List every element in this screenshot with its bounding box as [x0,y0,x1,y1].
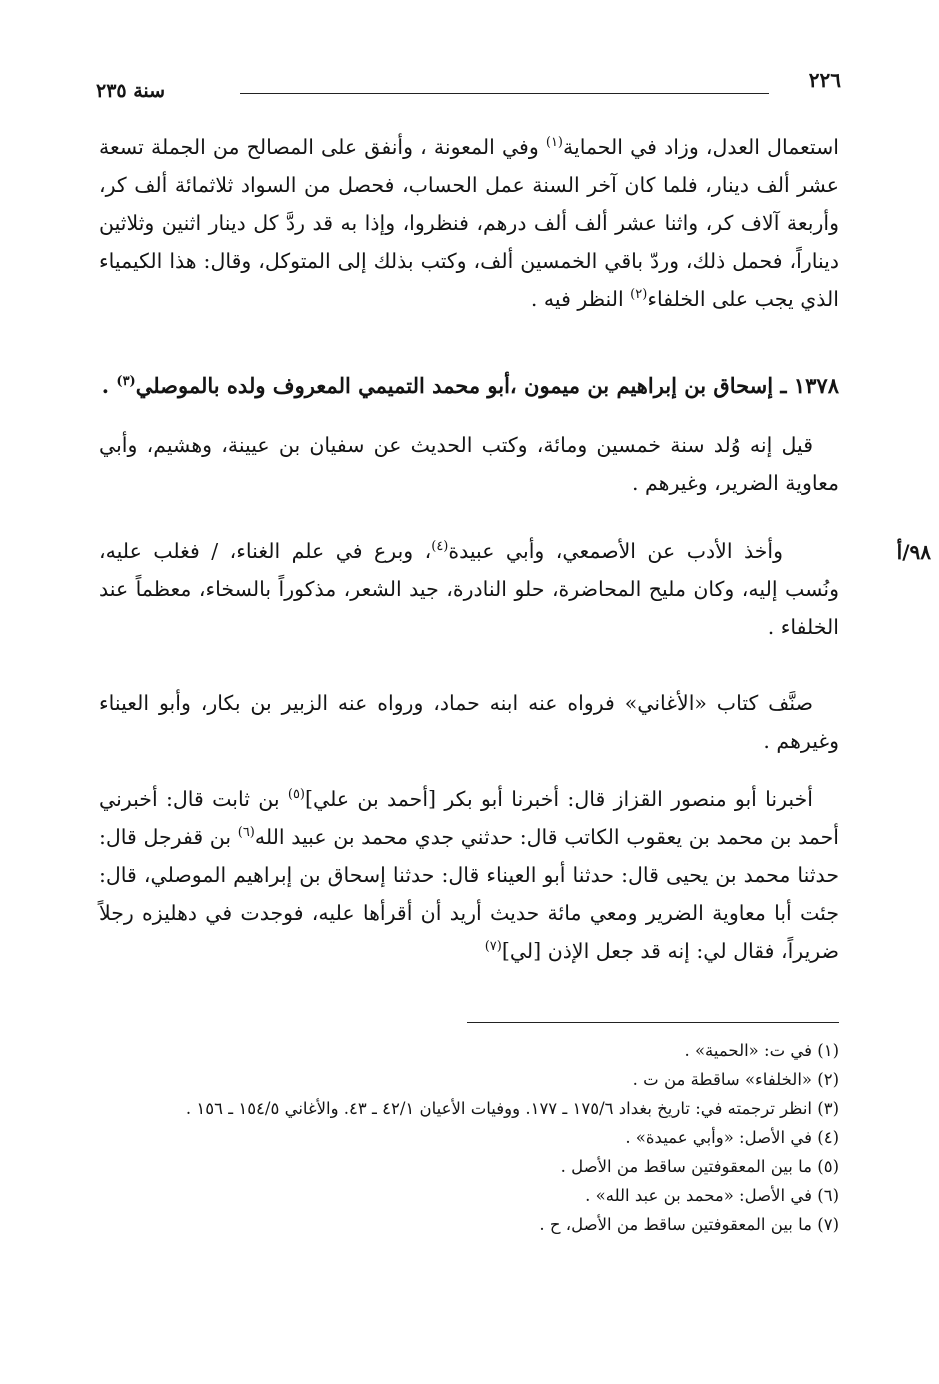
footnote-ref-3: (٣) [116,374,136,389]
paragraph-1 [99,128,839,318]
paragraph-5-continuation-b: بن قفرجل قال: حدثنا محمد بن يحيى قال: حدثنا أبو العيناء قال: حدثنا إسحاق بن إبراهيم الموصلي، قال: جئت أبا معاوية الضرير ومعي مائة حديث أريد أن أقرأها عليه، فوجدت في دهليزه رجلاً ضريراً، فقال لي: إنه قد جعل الإذن [لي] [99,825,839,963]
footnote-separator [467,1022,839,1023]
footnote-ref-5: (٥) [287,787,305,803]
footnote: (١) في ت: «الحمية» . [684,1041,839,1060]
entry-heading-text: ١٣٧٨ ـ إسحاق بن إبراهيم بن ميمون ،أبو محمد التميمي المعروف ولده بالموصلي [135,373,839,398]
biography-entry-heading [99,368,839,404]
footnote-ref-7: (٧) [484,939,502,955]
paragraph-2: قيل إنه وُلد سنة خمسين ومائة، وكتب الحديث عن سفيان بن عيينة، وهشيم، وأبي معاوية الضرير، وغيرهم . [99,433,839,495]
footnotes [99,1036,839,1239]
footnote-ref-1: (١) [545,135,563,151]
manuscript-folio-marker: ٩٨/أ [896,540,931,564]
paragraph-1-end: النظر فيه . [530,287,631,311]
footnote-ref-2: (٢) [630,287,648,303]
page-number: ٢٢٦ [808,68,841,92]
footnote-ref-4: (٤) [431,539,449,555]
footnote: (٢) «الخلفاء» ساقطة من ت . [632,1070,839,1089]
paragraph-5-continuation-a: بن ثابت قال: أخبرني أحمد بن محمد بن يعقوب الكاتب قال: حدثني جدي محمد بن عبيد الله [99,787,840,849]
header-rule [240,93,769,94]
footnote: (٣) انظر ترجمته في: تاريخ بغداد ١٧٥/٦ ـ ١٧٧. ووفيات الأعيان ٤٢/١ ـ ٤٣. والأغاني ١٥٤/٥ ـ ١٥٦ . [185,1099,839,1118]
paragraph-1-continuation: وفي المعونة ، وأنفق على المصالح من الجملة تسعة عشر ألف دينار، فلما كان آخر السنة عمل الحساب، فحصل من السواد ثلاثمائة ألف كر، وأربعة آلاف كر، واثنا عشر ألف ألف درهم، فنظروا، وإذا به قد ردَّ كل دينار اثنين وثلاثين ديناراً، فحمل ذلك، وردّ باقي الخمسين ألف، وكتب بذلك إلى المتوكل، وقال: هذا الكيمياء الذي يجب على الخلفاء [99,135,839,311]
footnote: (٧) ما بين المعقوفتين ساقط من الأصل، ح . [539,1215,839,1234]
paragraph-3 [99,532,839,646]
paragraph-3-continuation: ، وبرع في علم الغناء، / فغلب عليه، ونُسب إليه، وكان مليح المحاضرة، حلو النادرة، جيد الشعر، مذكوراً بالسخاء، معظماً عند الخلفاء . [99,539,839,639]
paragraph-1-text: استعمال العدل، وزاد في الحماية [563,135,839,159]
entry-heading-end: . [101,373,117,398]
running-header-year: سنة ٢٣٥ [96,80,166,102]
footnote: (٤) في الأصل: «وأبي عميدة» . [625,1128,839,1147]
footnote: (٥) ما بين المعقوفتين ساقط من الأصل . [560,1157,839,1176]
paragraph-4: صنَّف كتاب «الأغاني» فرواه عنه ابنه حماد، ورواه عنه الزبير بن بكار، وأبو العيناء وغيرهم . [99,691,839,753]
footnote-ref-6: (٦) [237,825,255,841]
paragraph-3-text: وأخذ الأدب عن الأصمعي، وأبي عبيدة [448,539,783,563]
paragraph-5-text: أخبرنا أبو منصور القزاز قال: أخبرنا أبو بكر [أحمد بن علي] [305,787,813,811]
footnote: (٦) في الأصل: «محمد بن عبد الله» . [585,1186,839,1205]
paragraph-5 [99,780,839,970]
